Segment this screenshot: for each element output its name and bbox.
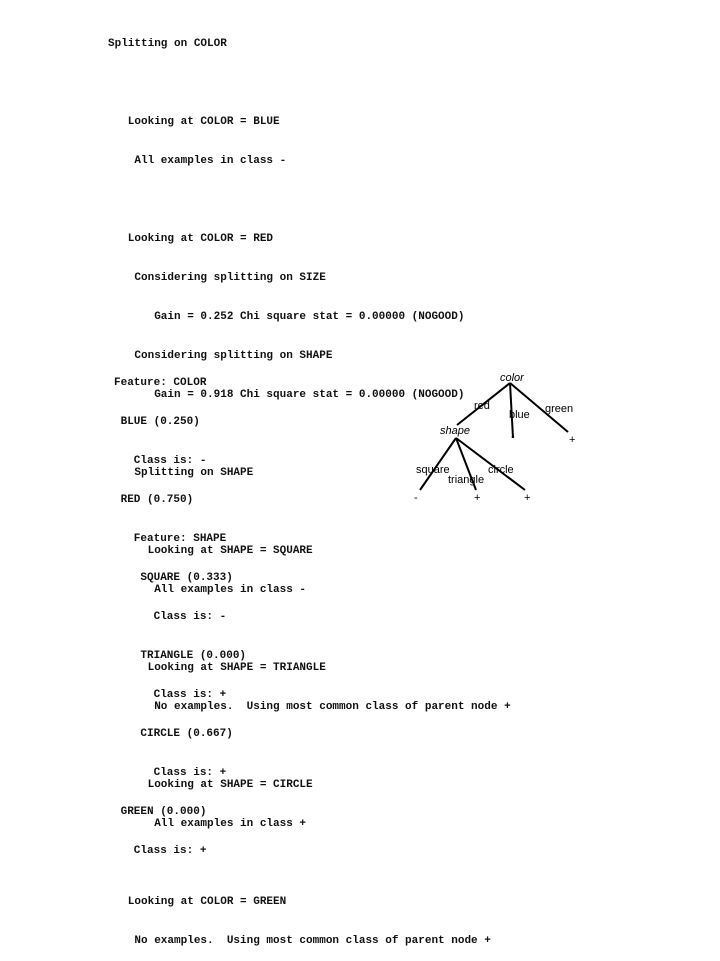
tree-branch-blue: blue	[509, 409, 530, 421]
summary-line: SQUARE (0.333)	[114, 572, 233, 584]
trace-line: Looking at SHAPE = CIRCLE	[108, 779, 313, 791]
tree-branch-red: red	[474, 400, 490, 412]
summary-line: BLUE (0.250)	[114, 416, 200, 428]
trace-line: Looking at SHAPE = SQUARE	[108, 545, 313, 557]
trace-line: All examples in class -	[108, 584, 307, 596]
summary-line: Class is: +	[114, 767, 227, 779]
trace-line: All examples in class -	[108, 155, 287, 167]
trace-line: Splitting on SHAPE	[108, 467, 254, 479]
trace-line: Splitting on COLOR	[108, 38, 227, 50]
tree-leaf-green: +	[569, 434, 576, 446]
trace-line: Considering splitting on SIZE	[108, 272, 326, 284]
tree-branch-square: square	[416, 464, 450, 476]
trace-line: All examples in class +	[108, 818, 307, 830]
summary-line: Feature: COLOR	[114, 377, 207, 389]
tree-leaf-circle: +	[524, 492, 531, 504]
trace-line: No examples. Using most common class of parent node +	[108, 701, 511, 713]
trace-line: Gain = 0.918 Chi square stat = 0.00000 (NOGOOD)	[108, 389, 465, 401]
summary-line: CIRCLE (0.667)	[114, 728, 233, 740]
summary-line: Class is: +	[114, 845, 207, 857]
summary-line: Class is: -	[114, 611, 227, 623]
trace-line: Gain = 0.252 Chi square stat = 0.00000 (NOGOOD)	[108, 311, 465, 323]
trace-line	[108, 77, 511, 90]
tree-branch-triangle: triangle	[448, 474, 485, 486]
tree-node-shape: shape	[440, 425, 470, 437]
summary-line: Class is: +	[114, 689, 227, 701]
trace-line: Looking at SHAPE = TRIANGLE	[108, 662, 326, 674]
tree-root-label: color	[500, 372, 524, 384]
summary-line: GREEN (0.000)	[114, 806, 207, 818]
trace-line	[108, 194, 511, 207]
trace-line: Looking at COLOR = GREEN	[108, 896, 287, 908]
tree-branch-green: green	[545, 403, 574, 415]
summary-line: TRIANGLE (0.000)	[114, 650, 247, 662]
summary-line: Class is: -	[114, 455, 207, 467]
summary-line: RED (0.750)	[114, 494, 194, 506]
trace-line: Looking at COLOR = BLUE	[108, 116, 280, 128]
trace-line: Considering splitting on SHAPE	[108, 350, 333, 362]
tree-leaf-square: -	[414, 492, 418, 504]
decision-tree-diagram	[400, 360, 600, 510]
tree-leaf-triangle: +	[474, 492, 481, 504]
tree-branch-circle: circle	[488, 464, 514, 476]
decision-tree-summary	[114, 351, 246, 871]
trace-line: No examples. Using most common class of parent node +	[108, 935, 491, 947]
summary-line: Feature: SHAPE	[114, 533, 227, 545]
tree-leaf-blue: -	[511, 431, 515, 443]
trace-line: Looking at COLOR = RED	[108, 233, 274, 245]
